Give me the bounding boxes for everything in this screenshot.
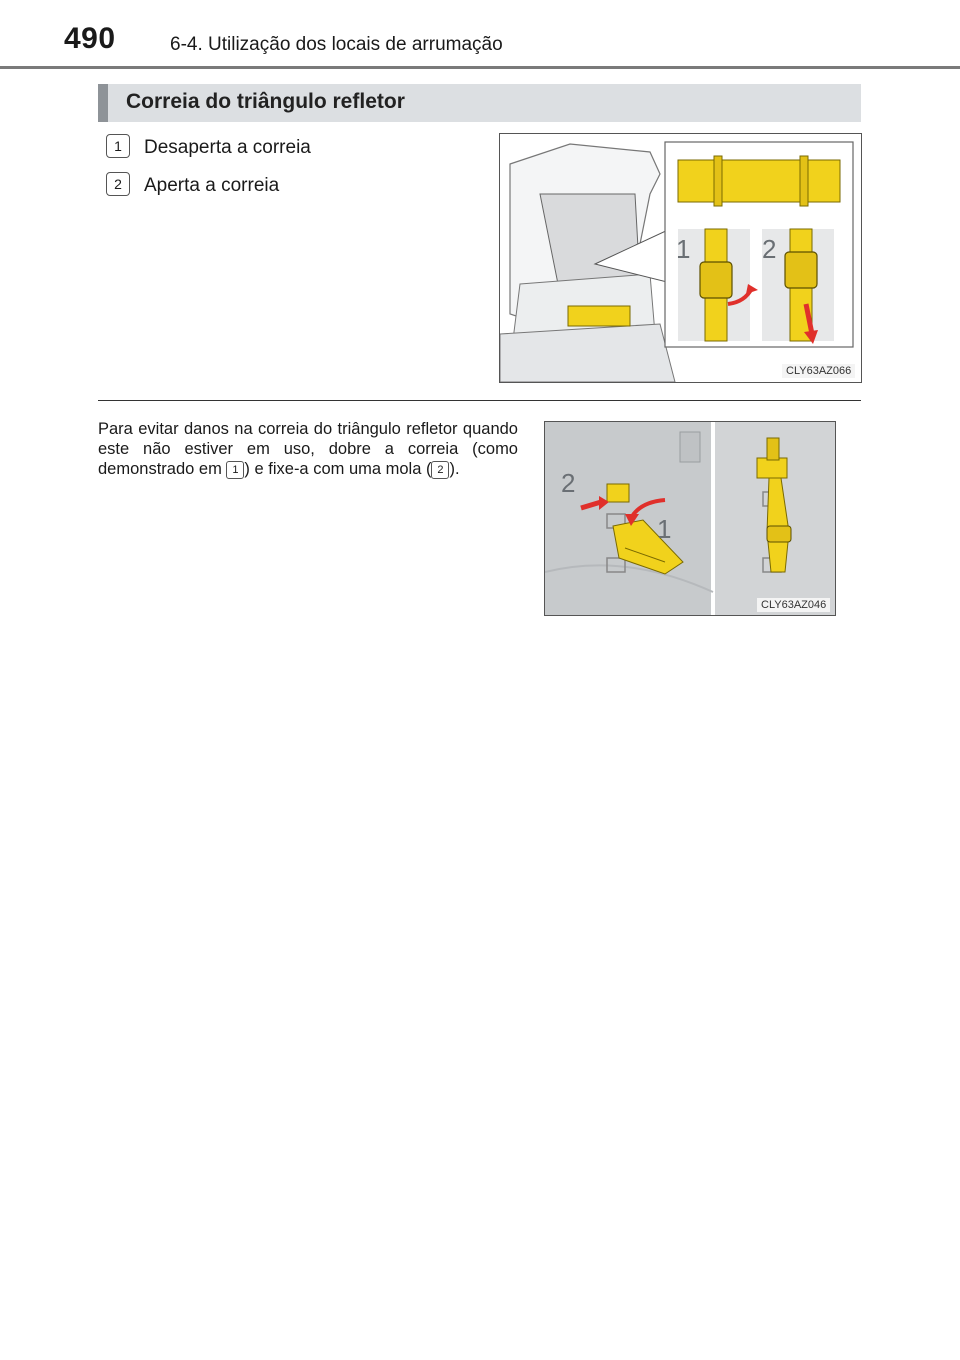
figure-folded-strap [544,421,836,616]
section-heading [98,84,861,122]
page-number: 490 [64,22,116,55]
step-1 [106,134,311,159]
note-text-3: ). [449,459,460,478]
chapter-title: 6-4. Utilização dos locais de arrumação [170,34,503,55]
folded-strap-illustration [545,422,835,615]
step-2 [106,172,279,197]
note-paragraph [98,420,518,479]
section-title: Correia do triângulo refletor [126,90,405,113]
figure-code-1: CLY63AZ066 [782,364,855,378]
figure-code-2: CLY63AZ046 [757,598,830,612]
note-text-2: ) e fixe-a com uma mola ( [244,459,432,478]
figure1-callout-2: 2 [762,234,777,264]
header-rule [0,66,960,69]
figure2-callout-2: 2 [561,468,576,498]
figure2-callout-1: 1 [657,514,672,544]
step-number-2: 2 [106,172,130,196]
figure-trunk-strap [499,133,862,383]
note-ref-2: 2 [431,461,449,479]
step-text-2: Aperta a correia [144,175,280,196]
note-text-1: Para evitar danos na correia do triângulo refletor quando este não estiver em uso, dobre a correia (como demonstrado em [98,420,518,478]
note-ref-1: 1 [226,461,244,479]
figure1-callout-1: 1 [676,234,691,264]
section-divider [98,400,861,401]
step-number-1: 1 [106,134,130,158]
step-text-1: Desaperta a correia [144,137,311,158]
